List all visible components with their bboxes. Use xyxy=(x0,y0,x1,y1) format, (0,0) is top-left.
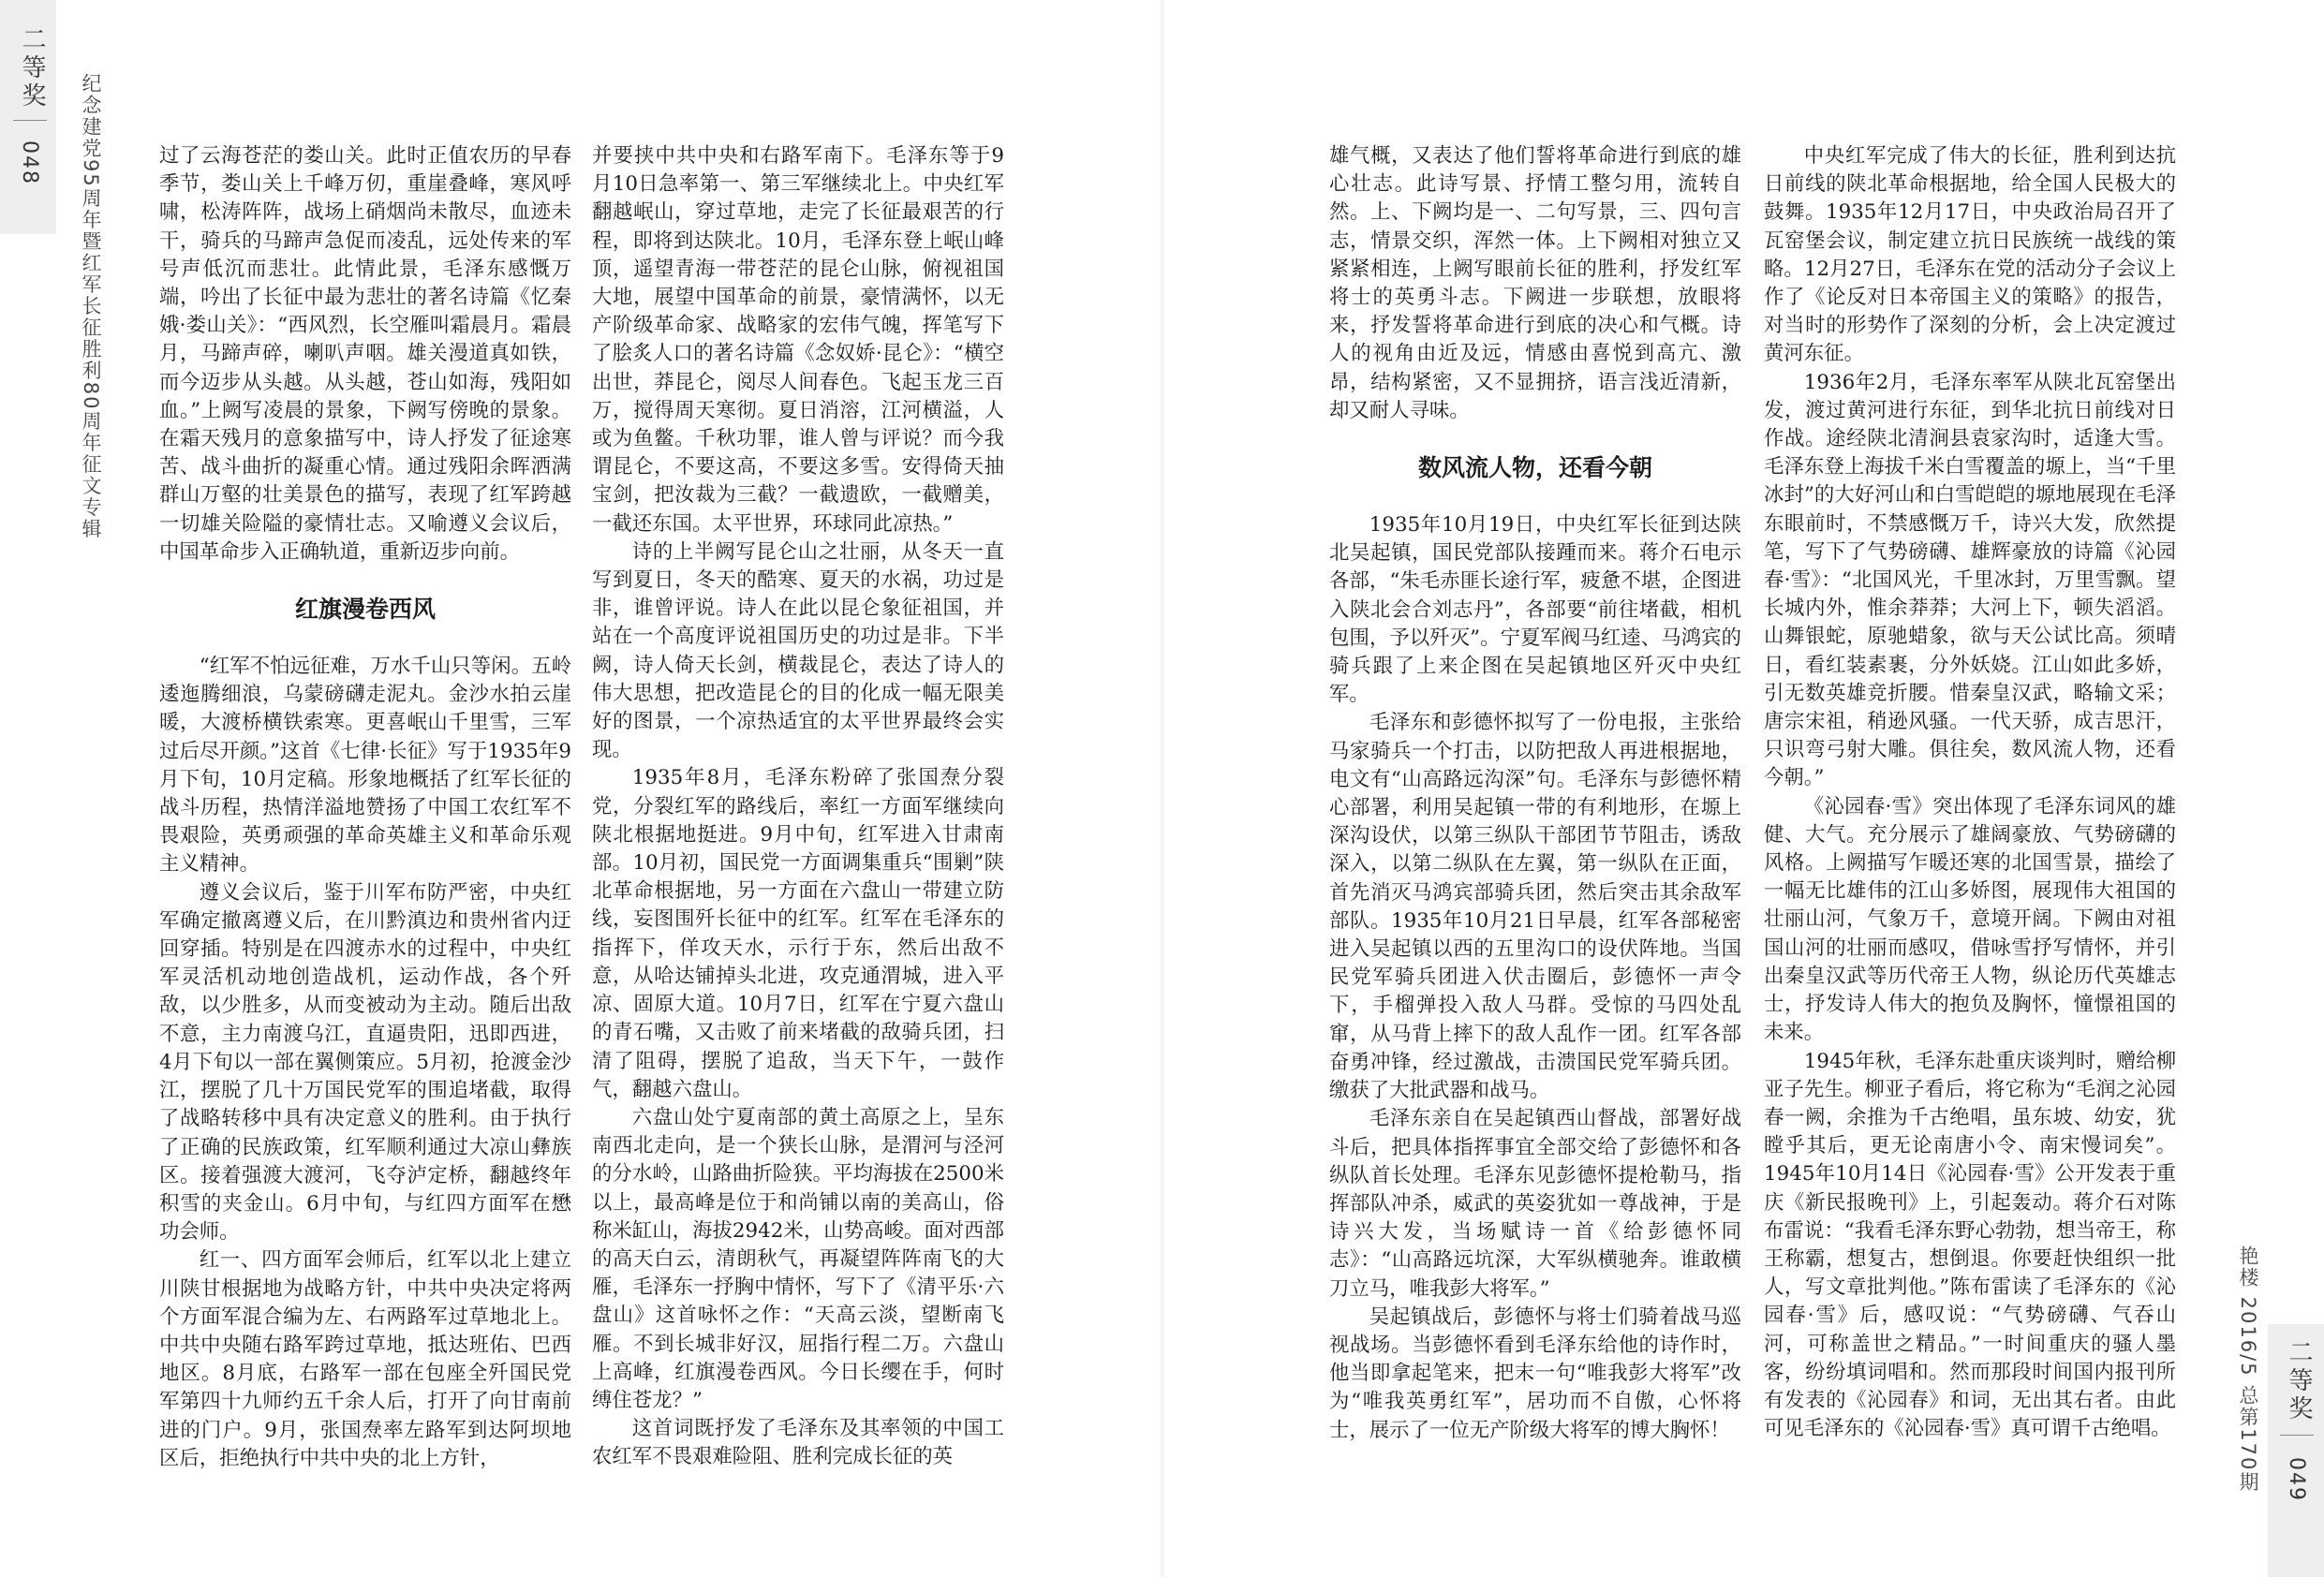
right-award-label: 二等奖 xyxy=(2285,1339,2313,1423)
right-page-number: 049 xyxy=(2285,1457,2308,1502)
paragraph: 吴起镇战后，彭德怀与将士们骑着战马巡视战场。当彭德怀看到毛泽东给他的诗作时，他当即拿起笔来，把末一句“唯我彭大将军”改为“唯我英勇红军”，居功而不自傲，心怀将士，展示了一位无产阶级大将军的博大胸怀！ xyxy=(1329,1304,1741,1442)
right-tab-divider xyxy=(2280,1435,2314,1436)
paragraph: 中央红军完成了伟大的长征，胜利到达抗日前线的陕北革命根据地，给全国人民极大的鼓舞。1935年12月17日，中央政治局召开了瓦窑堡会议，制定建立抗日民族统一战线的策略。12月27日，毛泽东在党的活动分子会议上作了《论反对日本帝国主义的策略》的报告，对当时的形势作了深刻的分析，会上决定渡过黄河东征。 xyxy=(1764,144,2176,366)
paragraph: 六盘山处宁夏南部的黄土高原之上，呈东南西北走向，是一个狭长山脉，是渭河与泾河的分水岭，山路曲折险狭。平均海拔在2500米以上，最高峰是位于和尚铺以南的美高山，俗称米缸山，海拔2942米，山势高峻。面对西部的高天白云，清朗秋气，再凝望阵阵南飞的大雁，毛泽东一抒胸中情怀，写下了《清平乐·六盘山》这首咏怀之作：“天高云淡，望断南飞雁。不到长城非好汉，屈指行程二万。六盘山上高峰，红旗漫卷西风。今日长缨在手，何时缚住苍龙？” xyxy=(592,1105,1004,1412)
text-column-1 xyxy=(159,142,571,1473)
paragraph: 过了云海苍茫的娄山关。此时正值农历的早春季节，娄山关上千峰万仞，重崖叠峰，寒风呼啸，松涛阵阵，战场上硝烟尚未散尽，血迹未干，骑兵的马蹄声急促而凌乱，远处传来的军号声低沉而悲壮。此情此景，毛泽东感慨万端，吟出了长征中最为悲壮的著名诗篇《忆秦娥·娄山关》：“西风烈，长空雁叫霜晨月。霜晨月，马蹄声碎，喇叭声咽。雄关漫道真如铁，而今迈步从头越。从头越，苍山如海，残阳如血。”上阙写凌晨的景象，下阙写傍晚的景象。在霜天残月的意象描写中，诗人抒发了征途寒苦、战斗曲折的凝重心情。通过残阳余晖洒满群山万壑的壮美景色的描写，表现了红军跨越一切雄关险隘的豪情壮志。又喻遵义会议后，中国革命步入正确轨道，重新迈步向前。 xyxy=(159,144,571,564)
running-head: 纪念建党95周年暨红军长征胜利80周年征文专辑 xyxy=(80,73,102,540)
left-award-label: 二等奖 xyxy=(18,26,46,111)
section-heading: 红旗漫卷西风 xyxy=(294,596,436,624)
paragraph: 遵义会议后，鉴于川军布防严密，中央红军确定撤离遵义后，在川黔滇边和贵州省内迂回穿插。特别是在四渡赤水的过程中，中央红军灵活机动地创造战机，运动作战，各个歼敌，以少胜多，从而变被动为主动。随后出敌不意，主力南渡乌江，直逼贵阳，迅即西进，4月下旬以一部在翼侧策应。5月初，抢渡金沙江，摆脱了几十万国民党军的围追堵截，取得了战略转移中具有决定意义的胜利。由于执行了正确的民族政策，红军顺利通过大凉山彝族区。接着强渡大渡河，飞夺泸定桥，翻越终年积雪的夹金山。6月中旬，与红四方面军在懋功会师。 xyxy=(159,880,571,1245)
paragraph: 1935年10月19日，中央红军长征到达陕北吴起镇，国民党部队接踵而来。蒋介石电示各部，“朱毛赤匪长途行军，疲惫不堪，企图进入陕北会合刘志丹”，各部要“前往堵截，相机包围，予以歼灭”。宁夏军阀马红逵、马鸿宾的骑兵跟了上来企图在吴起镇地区歼灭中央红军。 xyxy=(1329,513,1741,707)
paragraph: “红军不怕远征难，万水千山只等闲。五岭逶迤腾细浪，乌蒙磅礴走泥丸。金沙水拍云崖暖，大渡桥横铁索寒。更喜岷山千里雪，三军过后尽开颜。”这首《七律·长征》写于1935年9月下旬，10月定稿。形象地概括了红军长征的战斗历程，热情洋溢地赞扬了中国工农红军不畏艰险，英勇顽强的革命英雄主义和革命乐观主义精神。 xyxy=(159,655,571,877)
paragraph: 这首词既抒发了毛泽东及其率领的中国工农红军不畏艰难险阻、胜利完成长征的英 xyxy=(592,1417,1004,1469)
paragraph: 1945年秋，毛泽东赴重庆谈判时，赠给柳亚子先生。柳亚子看后，将它称为“毛润之沁园春一阙，余推为千古绝唱，虽东坡、幼安，犹瞠乎其后，更无论南唐小令、南宋慢词矣”。1945年10月14日《沁园春·雪》公开发表于重庆《新民报晚刊》上，引起轰动。蒋介石对陈布雷说：“我看毛泽东野心勃勃，想当帝王，称王称霸，想复古，想倒退。你要赶快组织一批人，写文章批判他。”陈布雷读了毛泽东的《沁园春·雪》后，感叹说：“气势磅礴、气吞山河，可称盖世之精品。”一时间重庆的骚人墨客，纷纷填词唱和。然而那段时间国内报刊所有发表的《沁园春》和词，无出其右者。由此可见毛泽东的《沁园春·雪》真可谓千古绝唱。 xyxy=(1764,1049,2176,1441)
paragraph: 毛泽东和彭德怀拟写了一份电报，主张给马家骑兵一个打击，以防把敌人再进根据地，电文有“山高路远沟深”句。毛泽东与彭德怀精心部署，利用吴起镇一带的有利地形，在塬上深沟设伏，以第三纵队干部团节节阻击，诱敌深入，以第二纵队在左翼，第一纵队在正面，首先消灭马鸿宾部骑兵团，然后突击其余敌军部队。1935年10月21日早晨，红军各部秘密进入吴起镇以西的五里沟口的设伏阵地。当国民党军骑兵团进入伏击圈后，彭德怀一声令下，手榴弹投入敌人马群。受惊的马四处乱窜，从马背上摔下的敌人乱作一团。红军各部奋勇冲锋，经过激战，击溃国民党军骑兵团。缴获了大批武器和战马。 xyxy=(1329,711,1741,1103)
paragraph: 毛泽东亲自在吴起镇西山督战，部署好战斗后，把具体指挥事宜全部交给了彭德怀和各纵队首长处理。毛泽东见彭德怀提枪勒马，指挥部队冲杀，威武的英姿犹如一尊战神，于是诗兴大发，当场赋诗一首《给彭德怀同志》：“山高路远坑深，大军纵横驰奔。谁敢横刀立马，唯我彭大将军。” xyxy=(1329,1107,1741,1301)
paragraph: 诗的上半阙写昆仑山之壮丽，从冬天一直写到夏日，冬天的酷寒、夏天的水祸，功过是非，谁曾评说。诗人在此以昆仑象征祖国，并站在一个高度评说祖国历史的功过是非。下半阙，诗人倚天长剑，横裁昆仑，表达了诗人的伟大思想，把改造昆仑的目的化成一幅无限美好的图景，一个凉热适宜的太平世界最终会实现。 xyxy=(592,539,1004,762)
paragraph: 红一、四方面军会师后，红军以北上建立川陕甘根据地为战略方针，中共中央决定将两个方面军混合编为左、右两路军过草地北上。中共中央随右路军跨过草地，抵达班佑、巴西地区。8月底，右路军一部在包座全歼国民党军第四十九师约五千余人后，打开了向甘南前进的门户。9月，张国焘率左路军到达阿坝地区后，拒绝执行中共中央的北上方针， xyxy=(159,1248,571,1470)
paragraph: 并要挟中共中央和右路军南下。毛泽东等于9月10日急率第一、第三军继续北上。中央红军翻越岷山，穿过草地，走完了长征最艰苦的行程，即将到达陕北。10月，毛泽东登上岷山峰顶，遥望青海一带苍茫的昆仑山脉，俯视祖国大地，展望中国革命的前景，豪情满怀，以无产阶级革命家、战略家的宏伟气魄，挥笔写下了脍炙人口的著名诗篇《念奴娇·昆仑》：“横空出世，莽昆仑，阅尽人间春色。飞起玉龙三百万，搅得周天寒彻。夏日消溶，江河横溢，人或为鱼鳖。千秋功罪，谁人曾与评说？而今我谓昆仑，不要这高，不要这多雪。安得倚天抽宝剑，把汝裁为三截？一截遗欧，一截赠美，一截还东国。太平世界，环球同此凉热。” xyxy=(592,144,1004,536)
text-column-2 xyxy=(592,142,1004,1472)
paragraph: 1936年2月，毛泽东率军从陕北瓦窑堡出发，渡过黄河进行东征，到华北抗日前线对日作战。途经陕北清涧县袁家沟时，适逢大雪。毛泽东登上海拔千米白雪覆盖的塬上，当“千里冰封”的大好河山和白雪皑皑的塬地展现在毛泽东眼前时，不禁感慨万千，诗兴大发，欣然提笔，写下了气势磅礴、雄辉豪放的诗篇《沁园春·雪》：“北国风光，千里冰封，万里雪飘。望长城内外，惟余莽莽；大河上下，顿失滔滔。山舞银蛇，原驰蜡象，欲与天公试比高。须晴日，看红装素裹，分外妖娆。江山如此多娇，引无数英雄竞折腰。惜秦皇汉武，略输文采；唐宗宋祖，稍逊风骚。一代天骄，成吉思汗，只识弯弓射大雕。俱往矣，数风流人物，还看今朝。” xyxy=(1764,370,2176,790)
left-tab-divider xyxy=(13,120,47,121)
section-heading: 数风流人物，还看今朝 xyxy=(1417,454,1652,482)
paragraph: 《沁园春·雪》突出体现了毛泽东词风的雄健、大气。充分展示了雄阔豪放、气势磅礴的风格。上阙描写乍暖还寒的北国雪景，描绘了一幅无比雄伟的江山多娇图，展现伟大祖国的壮丽山河，气象万千，意境开阔。下阙由对祖国山河的壮丽而感叹，借咏雪抒写情怀，并引出秦皇汉武等历代帝王人物，纵论历代英雄志士，抒发诗人伟大的抱负及胸怀，憧憬祖国的未来。 xyxy=(1764,794,2176,1045)
paragraph: 雄气概，又表达了他们誓将革命进行到底的雄心壮志。此诗写景、抒情工整匀用，流转自然。上、下阙均是一、二句写景，三、四句言志，情景交织，浑然一体。上下阙相对独立又紧紧相连，上阙写眼前长征的胜利，抒发红军将士的英勇斗志。下阙进一步联想，放眼将来，抒发誓将革命进行到底的决心和气概。诗人的视角由近及远，情感由喜悦到高亢、激昂，结构紧密，又不显拥挤，语言浅近清新，却又耐人寻味。 xyxy=(1329,144,1741,422)
text-column-3 xyxy=(1329,142,1741,1445)
text-column-4 xyxy=(1764,142,2176,1443)
left-page-number: 048 xyxy=(18,140,41,185)
issue-info: 艳楼 2016/5 总第170期 xyxy=(2237,1245,2259,1494)
paragraph: 1935年8月，毛泽东粉碎了张国焘分裂党，分裂红军的路线后，率红一方面军继续向陕北根据地挺进。9月中旬，红军进入甘肃南部。10月初，国民党一方面调集重兵“围剿”陕北革命根据地，另一方面在六盘山一带建立防线，妄图围歼长征中的红军。红军在毛泽东的指挥下，佯攻天水，示行于东，然后出敌不意，从哈达铺掉头北进，攻克通渭城，进入平凉、固原大道。10月7日，红军在宁夏六盘山的青石嘴，又击败了前来堵截的敌骑兵团，扫清了阻碍，摆脱了追敌，当天下午，一鼓作气，翻越六盘山。 xyxy=(592,766,1004,1101)
